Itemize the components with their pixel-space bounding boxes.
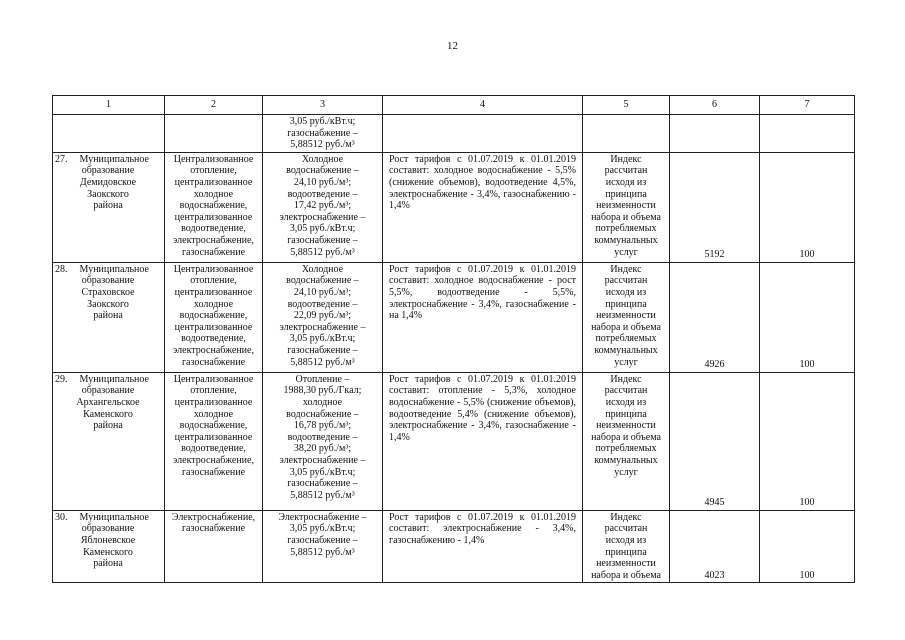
table-row — [53, 262, 855, 372]
header-col-5: 5 — [583, 96, 670, 115]
cell-col6: 4945 — [670, 372, 760, 510]
cell-municipality — [53, 262, 165, 372]
cell-growth: Рост тарифов с 01.07.2019 к 01.01.2019 составит: холодное водоснабжение - 5,5% (снижение объемов), водоотведение 4,5%, электроснабжение - 3,4%, газоснабжению - 1,4% — [383, 152, 583, 262]
cell-tariffs: 3,05 руб./кВт.ч; газоснабжение – 5,88512 руб./м³ — [263, 115, 383, 153]
cell-col7: 100 — [760, 152, 855, 262]
cell-col7 — [760, 115, 855, 153]
cell-tariffs: Холодное водоснабжение – 24,10 руб./м³; водоотведение – 17,42 руб./м³; электроснабжение – 3,05 руб./кВт.ч; газоснабжение – 5,88512 руб./м³ — [263, 152, 383, 262]
cell-tariffs: Холодное водоснабжение – 24,10 руб./м³; водоотведение – 22,09 руб./м³; электроснабжение – 3,05 руб./кВт.ч; газоснабжение – 5,88512 руб./м³ — [263, 262, 383, 372]
cell-index: Индекс рассчитан исходя из принципа неизменности набора и объема — [583, 510, 670, 583]
municipality-name: Муниципальное образование Демидовское Заокского района — [79, 153, 149, 212]
header-col-7: 7 — [760, 96, 855, 115]
cell-tariffs: Отопление – 1988,30 руб./Гкал; холодное водоснабжение – 16,78 руб./м³; водоотведение – 38,20 руб./м³; электроснабжение – 3,05 руб./кВт.ч; газоснабжение – 5,88512 руб./м³ — [263, 372, 383, 510]
table-row — [53, 510, 855, 583]
cell-services: Электроснабжение, газоснабжение — [165, 510, 263, 583]
cell-services: Централизованное отопление, централизованное холодное водоснабжение, централизованное водоотведение, электроснабжение, газоснабжение — [165, 152, 263, 262]
row-number: 28. — [55, 263, 68, 275]
row-number: 27. — [55, 153, 68, 165]
cell-services: Централизованное отопление, централизованное холодное водоснабжение, централизованное водоотведение, электроснабжение, газоснабжение — [165, 372, 263, 510]
cell-index: Индекс рассчитан исходя из принципа неизменности набора и объема потребляемых коммунальных услуг — [583, 262, 670, 372]
cell-growth: Рост тарифов с 01.07.2019 к 01.01.2019 составит: отопление - 5,3%, холодное водоснабжение - 5,5% (снижение объемов), водоотведение 5,4% (снижение объемов), электроснабжение - 3,4%, газоснабжение - 1,4% — [383, 372, 583, 510]
cell-col7: 100 — [760, 262, 855, 372]
table-row — [53, 372, 855, 510]
cell-municipality — [53, 372, 165, 510]
header-col-3: 3 — [263, 96, 383, 115]
cell-col6: 4023 — [670, 510, 760, 583]
header-col-6: 6 — [670, 96, 760, 115]
cell-col7: 100 — [760, 510, 855, 583]
row-number: 29. — [55, 373, 68, 385]
header-col-2: 2 — [165, 96, 263, 115]
cell-municipality — [53, 115, 165, 153]
cell-municipality — [53, 510, 165, 583]
cell-col6 — [670, 115, 760, 153]
continuation-row — [53, 115, 855, 153]
cell-col7: 100 — [760, 372, 855, 510]
cell-index — [583, 115, 670, 153]
cell-index: Индекс рассчитан исходя из принципа неизменности набора и объема потребляемых коммунальных услуг — [583, 372, 670, 510]
municipality-name: Муниципальное образование Страховское Заокского района — [79, 263, 149, 322]
header-row — [53, 96, 855, 115]
header-col-1: 1 — [53, 96, 165, 115]
cell-col6: 4926 — [670, 262, 760, 372]
tariff-table — [52, 95, 855, 583]
table-row — [53, 152, 855, 262]
cell-tariffs: Электроснабжение – 3,05 руб./кВт.ч; газоснабжение – 5,88512 руб./м³ — [263, 510, 383, 583]
header-col-4: 4 — [383, 96, 583, 115]
cell-growth: Рост тарифов с 01.07.2019 к 01.01.2019 составит: холодное водоснабжение - рост 5,5%, водоотведение - 5,5%, электроснабжение - 3,4%, газоснабжение - на 1,4% — [383, 262, 583, 372]
cell-services — [165, 115, 263, 153]
cell-growth — [383, 115, 583, 153]
municipality-name: Муниципальное образование Архангельское Каменского района — [76, 373, 149, 432]
municipality-name: Муниципальное образование Яблоневское Каменского района — [79, 511, 149, 570]
cell-municipality — [53, 152, 165, 262]
cell-index: Индекс рассчитан исходя из принципа неизменности набора и объема потребляемых коммунальных услуг — [583, 152, 670, 262]
cell-col6: 5192 — [670, 152, 760, 262]
cell-services: Централизованное отопление, централизованное холодное водоснабжение, централизованное водоотведение, электроснабжение, газоснабжение — [165, 262, 263, 372]
page-number: 12 — [447, 40, 458, 52]
row-number: 30. — [55, 511, 68, 523]
cell-growth: Рост тарифов с 01.07.2019 к 01.01.2019 составит: электроснабжение - 3,4%, газоснабжению - 1,4% — [383, 510, 583, 583]
